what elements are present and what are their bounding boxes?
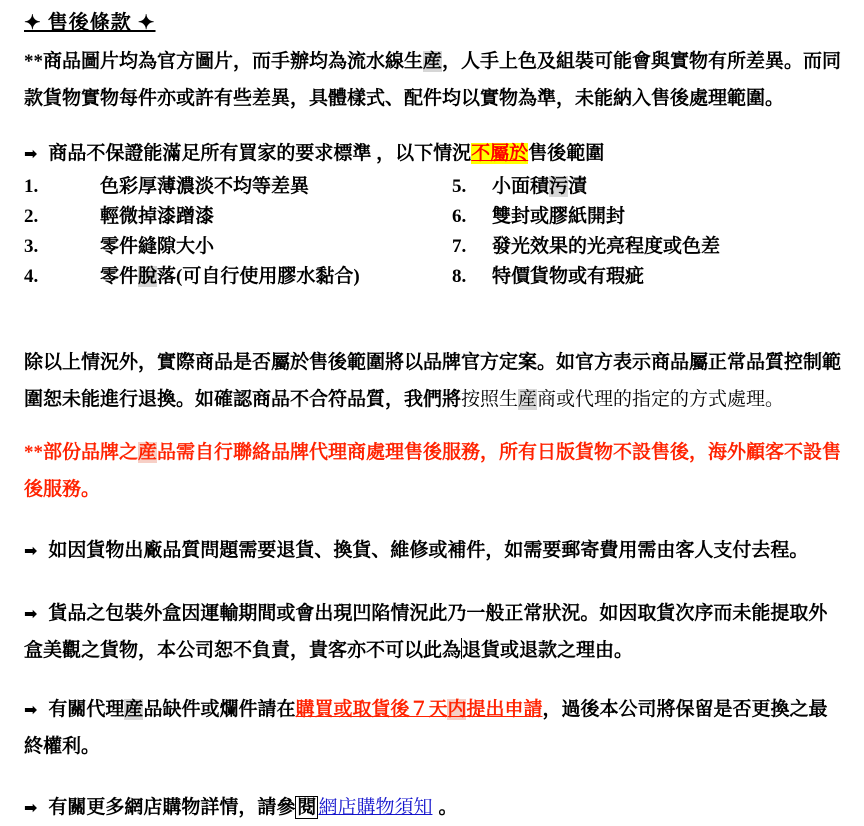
decision-paragraph <box>24 344 844 418</box>
list-text: 特價貨物或有瑕疵 <box>492 266 645 287</box>
brand-notice-text-2: 品需自行聯絡品牌代理商處理售後服務，所有日版貨物不設售後，海外顧客不設售後服務。 <box>24 442 842 500</box>
shopping-guide-link[interactable]: 網店購物須知 <box>318 797 433 818</box>
substituted-char: 脫 <box>138 266 158 287</box>
intro-paragraph <box>24 43 844 117</box>
missing-text-1: 有關代理 <box>48 699 125 720</box>
packaging-paragraph <box>24 595 844 669</box>
list-number: 8. <box>452 266 467 287</box>
right-arrow-icon: ➡ <box>24 604 38 623</box>
substituted-char: 内 <box>447 699 467 720</box>
list-item <box>24 232 452 262</box>
brand-notice-paragraph <box>24 434 844 508</box>
exclusions-left-column <box>24 172 452 292</box>
returns-paragraph <box>24 532 844 569</box>
not-covered-text-2: 售後範圍 <box>528 143 605 164</box>
page-title: ✦ 售後條款 ✦ <box>24 12 156 34</box>
list-text: 輕微掉漆蹭漆 <box>100 206 215 227</box>
missing-text-3: ，過後本公司將保留是否更換之最終權利。 <box>24 699 828 757</box>
list-item <box>452 232 844 262</box>
list-text: 小面積 <box>492 176 550 197</box>
not-covered-highlight: 不屬於 <box>471 143 529 164</box>
list-number: 5. <box>452 176 467 197</box>
list-item <box>24 172 452 202</box>
substituted-char: 産 <box>138 442 158 463</box>
list-number: 1. <box>24 176 39 197</box>
list-text: 零件 <box>100 266 139 287</box>
cursor-boxed-char: 閱 <box>297 797 317 818</box>
more-info-text-1: 有關更多網店購物詳情，請參 <box>48 797 296 818</box>
packaging-text-2: 退貨或退款之理由。 <box>462 640 634 661</box>
list-item <box>24 262 452 292</box>
list-item <box>24 202 452 232</box>
substituted-char: 産 <box>518 389 538 410</box>
brand-notice-text-1: **部份品牌之 <box>24 442 139 463</box>
not-covered-header <box>24 135 844 172</box>
list-number: 2. <box>24 206 39 227</box>
list-text: 發光效果的光亮程度或色差 <box>492 236 721 257</box>
more-info-text-2: 。 <box>438 797 458 818</box>
returns-text: 如因貨物出廠品質問題需要退貨、換貨、維修或補件，如需要郵寄費用需由客人支付去程。 <box>48 540 809 561</box>
not-covered-text-1: 商品不保證能滿足所有買家的要求標準 ，以下情況 <box>48 143 472 164</box>
claim-period-text-1: 購買或取貨後７天 <box>295 699 448 720</box>
list-item <box>452 262 844 292</box>
exclusions-list <box>24 172 844 292</box>
intro-text-1: **商品圖片均為官方圖片，而手辦均為流水線生 <box>24 51 424 72</box>
packaging-text-1: 貨品之包裝外盒因運輸期間或會出現凹陷情況此乃一般正常狀況。如因取貨次序而未能提取外盒美觀之貨物，本公司恕不負責，貴客亦不可以此為 <box>24 603 828 661</box>
right-arrow-icon: ➡ <box>24 541 38 560</box>
list-text: 落(可自行使用膠水黏合) <box>157 266 360 287</box>
list-number: 7. <box>452 236 467 257</box>
list-text: 零件縫隙大小 <box>100 236 215 257</box>
list-text: 雙封或膠紙開封 <box>492 206 626 227</box>
list-text: 漬 <box>568 176 588 197</box>
decision-light-text-1: 按照生 <box>461 389 519 410</box>
list-number: 6. <box>452 206 467 227</box>
decision-text-1: 除以上情況外，實際商品是否屬於售後範圍將以品牌官方定案。如官方表示商品屬正常品質控制範圍恕未能進行退換。如確認商品不合符品質，我們將 <box>24 352 842 410</box>
list-number: 4. <box>24 266 39 287</box>
substituted-char: 污 <box>549 176 569 197</box>
list-item <box>452 202 844 232</box>
list-item <box>452 172 844 202</box>
missing-text-2: 品缺件或爛件請在 <box>143 699 296 720</box>
exclusions-right-column <box>452 172 844 292</box>
intro-text-2: ，人手上色及組裝可能會與實物有所差異。而同款貨物實物每件亦或許有些差異，具體樣式、配件均以實物為準，未能納入售後處理範圍。 <box>24 51 842 109</box>
list-text: 色彩厚薄濃淡不均等差異 <box>100 176 310 197</box>
decision-light-text-2: 商或代理的指定的方式處理。 <box>537 389 785 410</box>
more-info-paragraph <box>24 789 844 826</box>
right-arrow-icon: ➡ <box>24 144 38 163</box>
substituted-char: 産 <box>124 699 144 720</box>
claim-period-link[interactable] <box>295 699 542 720</box>
missing-parts-paragraph <box>24 691 844 765</box>
substituted-char: 産 <box>423 51 443 72</box>
right-arrow-icon: ➡ <box>24 798 38 817</box>
list-number: 3. <box>24 236 39 257</box>
right-arrow-icon: ➡ <box>24 700 38 719</box>
claim-period-text-2: 提出申請 <box>466 699 543 720</box>
